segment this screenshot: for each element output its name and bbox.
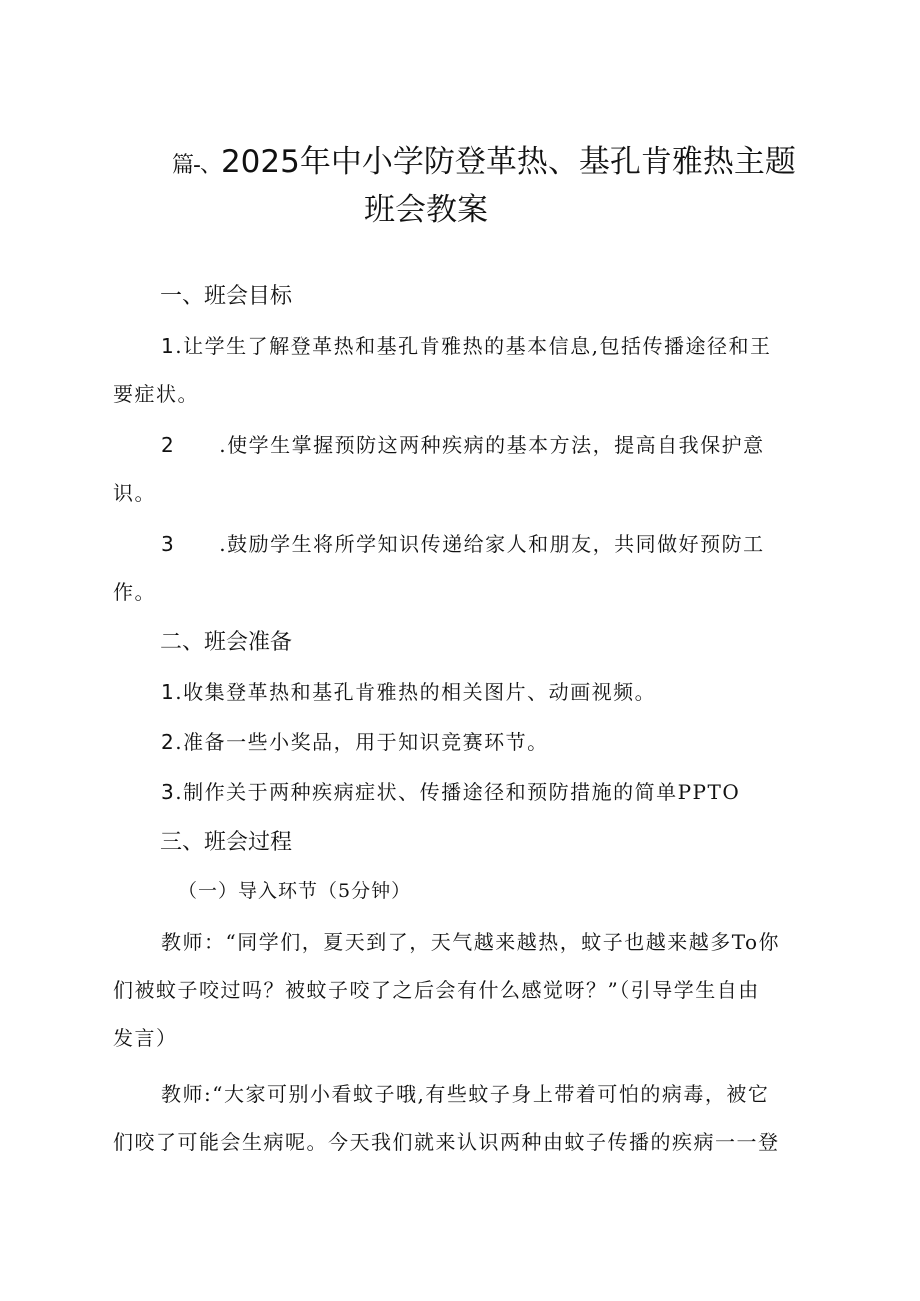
process-subheading: （一）导入环节（5分钟） xyxy=(178,880,412,902)
prep-item-1-text: .收集登革热和基孔肯雅热的相关图片、动画视频。 xyxy=(175,680,657,704)
section-heading-prep: 二、班会准备 xyxy=(160,630,293,655)
goal-item-3 xyxy=(113,520,833,616)
goal-item-1-text: .让学生了解登革热和基孔肯雅热的基本信息,包括传播途径和王 xyxy=(175,334,772,358)
prep-item-2-number: 2 xyxy=(161,730,176,754)
title-prefix: 篇-、 xyxy=(172,153,221,178)
goal-item-3-number: 3 xyxy=(161,532,176,556)
prep-item-2-text: .准备一些小奖品，用于知识竞赛环节。 xyxy=(175,730,549,754)
prep-item-3-text: .制作关于两种疾病症状、传播途径和预防措施的简单PPTO xyxy=(175,780,741,804)
process-paragraph-1-line-3: 发言） xyxy=(113,1026,178,1050)
title-main: 2025年中小学防登革热、基孔肯雅热主题 xyxy=(220,144,796,180)
prep-item-3-number: 3 xyxy=(161,780,176,804)
goal-item-3-text: .鼓励学生将所学知识传递给家人和朋友，共同做好预防工 xyxy=(219,532,765,556)
section-heading-process: 三、班会过程 xyxy=(160,830,293,855)
prep-item-3 xyxy=(113,768,833,816)
process-paragraph-2 xyxy=(113,1070,833,1166)
prep-item-1 xyxy=(113,668,833,716)
goal-item-1 xyxy=(113,322,833,418)
process-paragraph-2-line-2: 们咬了可能会生病呢。今天我们就来认识两种由蚊子传播的疾病一一登 xyxy=(113,1130,780,1154)
process-paragraph-1-line-1: 教师：“同学们，夏天到了，天气越来越热，蚊子也越来越多To你 xyxy=(161,930,781,954)
goal-item-2 xyxy=(113,421,833,517)
process-paragraph-1-line-2: 们被蚊子咬过吗？被蚊子咬了之后会有什么感觉呀？”（引导学生自由 xyxy=(113,978,760,1002)
goal-item-3-continuation: 作。 xyxy=(113,580,156,604)
goal-item-2-number: 2 xyxy=(161,433,176,457)
goal-item-1-number: 1 xyxy=(161,334,176,358)
prep-item-1-number: 1 xyxy=(161,680,176,704)
goal-item-2-continuation: 识。 xyxy=(113,481,156,505)
title-line-2: 班会教案 xyxy=(364,192,488,228)
goal-item-2-text: .使学生掌握预防这两种疾病的基本方法，提高自我保护意 xyxy=(219,433,765,457)
prep-item-2 xyxy=(113,718,833,766)
goal-item-1-continuation: 要症状。 xyxy=(113,382,199,406)
process-paragraph-2-line-1: 教师:“大家可别小看蚊子哦,有些蚊子身上带着可怕的病毒，被它 xyxy=(161,1082,770,1106)
section-heading-goals: 一、班会目标 xyxy=(160,284,293,309)
process-paragraph-1 xyxy=(113,918,833,1062)
